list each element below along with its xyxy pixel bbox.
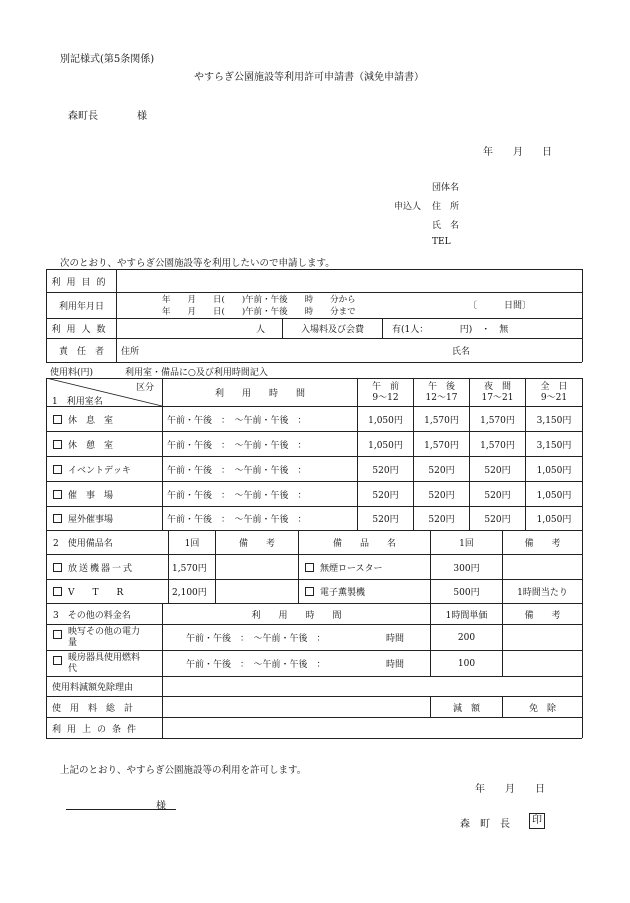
checkbox[interactable]: [53, 656, 62, 665]
fee-cell: 1,050円: [536, 515, 572, 525]
applicant-name-label: 氏 名: [432, 221, 460, 231]
approval-day: 日: [535, 784, 545, 795]
date-label: 利用年月日: [58, 302, 104, 312]
period-header-allday: 全 日 9～21: [540, 381, 568, 403]
date-month: 月: [513, 147, 523, 158]
equipment-row-3[interactable]: [305, 555, 430, 579]
other-fees-header-unit: 1時間単価: [445, 610, 488, 621]
equipment-row-4[interactable]: [305, 580, 430, 603]
checkbox[interactable]: [305, 563, 314, 572]
approval-month: 月: [505, 784, 515, 795]
equipment-name: 電子薫製機: [320, 588, 366, 598]
purpose-label: 利用目的: [51, 277, 112, 288]
other-fee-row-1[interactable]: [53, 625, 161, 650]
fee-cell: 1,050円: [368, 440, 403, 451]
room-time: 午前・午後 ： ～午前・午後 ：: [167, 465, 307, 476]
date-day: 日: [542, 147, 552, 158]
equipment-header-name2: 備 品 名: [332, 539, 396, 549]
days-count: 〔 日間〕: [468, 301, 532, 311]
other-fees-header-time: 利 用 時 間: [251, 610, 342, 621]
room-row-1[interactable]: [53, 407, 161, 431]
fee-cell: 520円: [484, 490, 511, 501]
other-fee-name: 暖房器具使用燃料 代: [68, 652, 141, 674]
other-fees-header-note: 備 考: [524, 610, 561, 621]
responsible-address-label: 住所: [121, 347, 140, 357]
corner-room-name: 1 利用室名: [52, 397, 103, 407]
admission-value: 有(1人： 円) ・ 無: [392, 325, 509, 335]
checkbox[interactable]: [53, 440, 62, 449]
equipment-price: 2,100円: [172, 588, 207, 598]
corner-category: 区分: [136, 383, 155, 393]
period-header-night: 夜 間 17～21: [481, 381, 514, 403]
fee-cell: 1,570円: [424, 415, 459, 426]
checkbox[interactable]: [305, 587, 314, 596]
fee-cell: 520円: [428, 515, 455, 525]
mayor-label: 森 町 長: [460, 819, 510, 830]
fee-cell: 1,570円: [480, 440, 515, 451]
responsible-label: 責 任 者: [58, 347, 104, 357]
fee-cell: 1,570円: [480, 415, 515, 426]
people-count-label: 利用人数: [51, 325, 112, 335]
checkbox[interactable]: [53, 563, 62, 572]
approval-text: 上記のとおり、やすらぎ公園施設等の利用を許可します。: [60, 765, 307, 776]
room-name: 休 息 室: [68, 415, 114, 426]
checkbox[interactable]: [53, 587, 62, 596]
exemption-label: 免 除: [528, 703, 556, 714]
period-header-am: 午 前 9～12: [371, 381, 399, 403]
admission-label: 入場料及び会費: [300, 325, 364, 335]
addressee-sama: 様: [137, 111, 147, 122]
room-time: 午前・午後 ： ～午前・午後 ：: [167, 440, 307, 451]
checkbox[interactable]: [53, 630, 62, 639]
fee-cell: 520円: [372, 490, 399, 501]
other-fees-header-name: 3 その他の料金名: [53, 610, 131, 621]
other-fee-time: 午前・午後 ： ～午前・午後 ：: [186, 660, 326, 670]
fee-cell: 520円: [372, 515, 399, 525]
equipment-row-2[interactable]: [53, 580, 167, 603]
fee-cell: 3,150円: [536, 415, 572, 426]
fee-cell: 520円: [428, 490, 455, 501]
time-header: 利 用 時 間: [214, 389, 305, 399]
equipment-name: 放送機器一式: [68, 563, 135, 574]
room-row-4[interactable]: [53, 482, 161, 506]
date-year: 年: [483, 147, 493, 158]
other-fee-time: 午前・午後 ： ～午前・午後 ：: [186, 634, 326, 644]
equipment-name: V T R: [68, 588, 124, 598]
checkbox[interactable]: [53, 465, 62, 474]
other-fee-unit-price: 100: [457, 658, 476, 669]
fee-cell: 1,050円: [536, 465, 572, 476]
equipment-header-once2: 1回: [459, 539, 474, 549]
applicant-tel-label: TEL: [432, 237, 451, 247]
fee-cell: 520円: [484, 515, 511, 525]
room-name: 催 事 場: [68, 490, 114, 501]
equipment-price: 1,570円: [172, 563, 207, 574]
fee-cell: 520円: [484, 465, 511, 476]
equipment-header-name: 2 使用備品名: [53, 539, 113, 549]
room-name: 屋外催事場: [68, 515, 114, 525]
room-name: 休 憩 室: [68, 440, 114, 451]
fee-cell: 1,570円: [424, 440, 459, 451]
checkbox[interactable]: [53, 415, 62, 424]
equipment-name: 無煙ロースター: [320, 563, 383, 574]
group-name-label: 団体名: [432, 183, 460, 193]
room-time: 午前・午後 ： ～午前・午後 ：: [167, 490, 307, 501]
equipment-price: 500円: [453, 588, 480, 598]
addressee: 森町長: [68, 111, 98, 122]
room-name: イベントデッキ: [68, 465, 131, 476]
equipment-header-once: 1回: [184, 539, 200, 549]
fee-cell: 520円: [428, 465, 455, 476]
fee-cell: 520円: [372, 465, 399, 476]
fee-cell: 1,050円: [536, 490, 572, 501]
responsible-name-label: 氏名: [452, 347, 471, 357]
fee-cell: 1,050円: [368, 415, 403, 426]
room-row-3[interactable]: [53, 457, 161, 481]
approval-year: 年: [475, 784, 485, 795]
room-row-2[interactable]: [53, 432, 161, 456]
fee-label: 使用料(円): [50, 368, 94, 378]
date-to-line: 年 月 日( )午前・午後 時 分まで: [162, 307, 356, 317]
checkbox[interactable]: [53, 490, 62, 499]
equipment-note: 1時間当たり: [517, 588, 568, 598]
conditions-label: 利用上の条件: [52, 724, 143, 735]
reduction-reason-label: 使用料減額免除理由: [52, 683, 134, 693]
applicant-address-label: 住 所: [432, 202, 460, 212]
fee-total-label: 使 用 料 総 計: [52, 703, 134, 714]
recipient-sama: 様: [156, 801, 166, 812]
period-header-pm: 午 後 12～17: [425, 381, 458, 403]
room-time: 午前・午後 ： ～午前・午後 ：: [167, 515, 307, 525]
other-fee-hours: 時間: [386, 634, 405, 644]
other-fee-hours: 時間: [386, 660, 405, 670]
page-title: やすらぎ公園施設等利用許可申請書（減免申請書）: [194, 72, 424, 83]
other-fee-name: 映写その他の電力 量: [68, 626, 141, 648]
fee-note: 利用室・備品に○及び利用時間記入: [125, 368, 268, 378]
seal-mark: 印: [529, 813, 545, 829]
equipment-header-note: 備 考: [238, 539, 275, 549]
equipment-header-note2: 備 考: [524, 539, 561, 549]
applicant-label: 申込人: [394, 202, 422, 212]
room-time: 午前・午後 ： ～午前・午後 ：: [167, 415, 307, 426]
room-row-5[interactable]: [53, 507, 161, 530]
checkbox[interactable]: [53, 514, 62, 523]
intro-text: 次のとおり、やすらぎ公園施設等を利用したいので申請します。: [60, 258, 335, 269]
date-from-line: 年 月 日( )午前・午後 時 分から: [162, 295, 356, 305]
form-number: 別記様式(第5条関係): [60, 54, 155, 65]
people-unit: 人: [256, 325, 266, 335]
other-fee-row-2[interactable]: [53, 651, 161, 676]
fee-cell: 3,150円: [536, 440, 572, 451]
other-fee-unit-price: 200: [457, 632, 476, 643]
reduction-label: 減 額: [452, 703, 480, 714]
equipment-price: 300円: [453, 563, 480, 574]
equipment-row-1[interactable]: [53, 555, 167, 579]
